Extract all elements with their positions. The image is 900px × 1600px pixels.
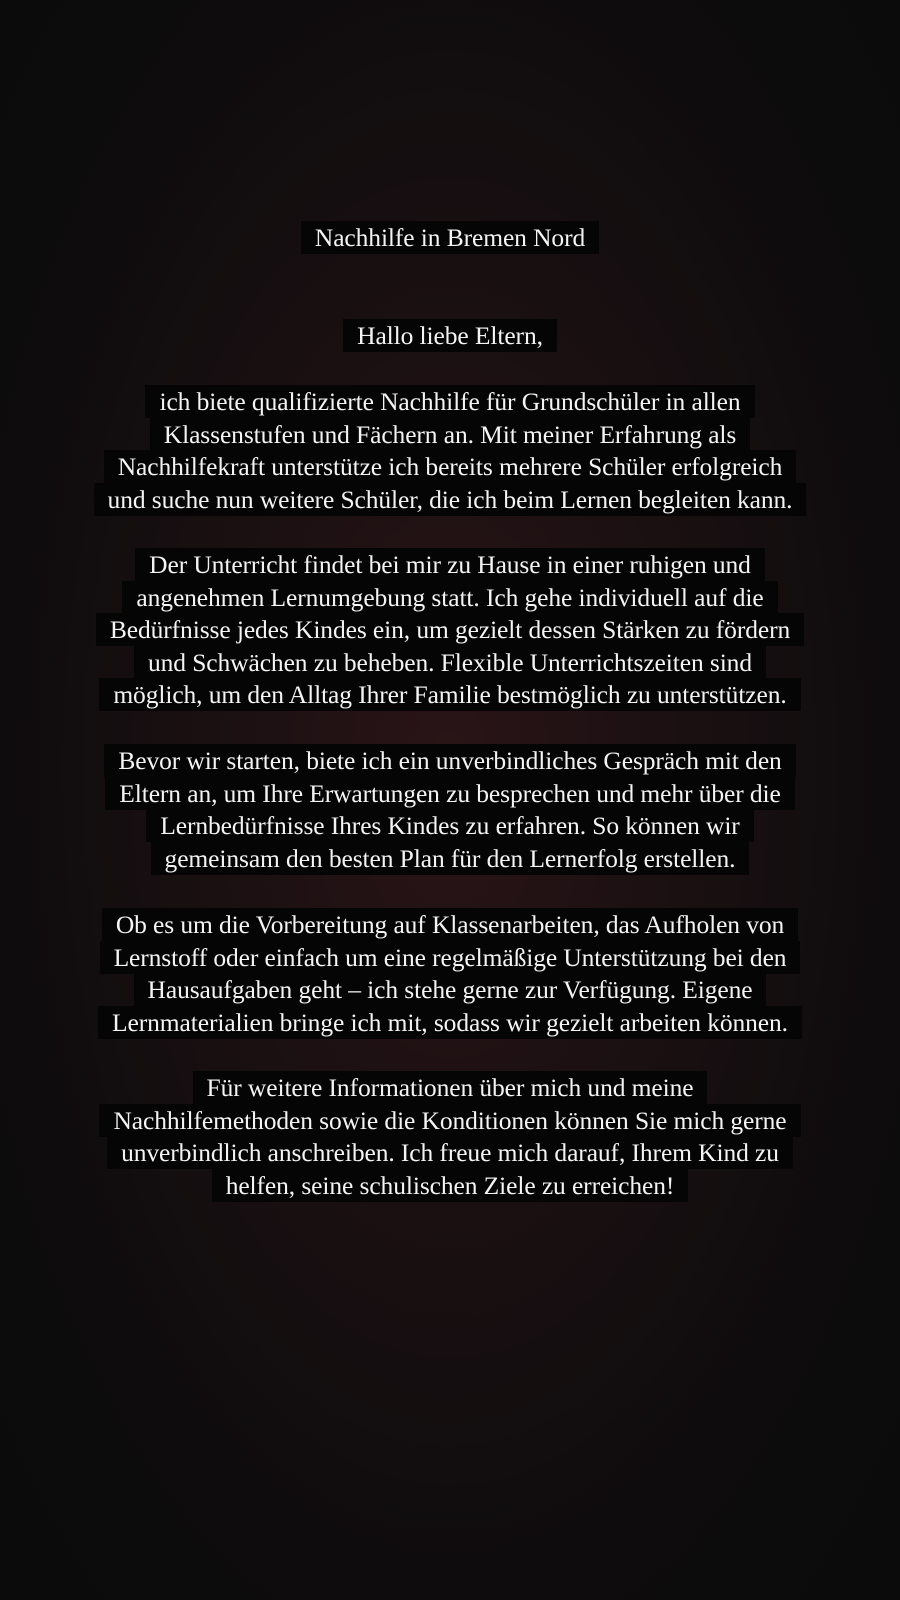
greeting <box>0 320 900 353</box>
paragraph-4 <box>0 909 900 1039</box>
greeting-text: Hallo liebe Eltern, <box>343 319 557 352</box>
paragraph-line: Hausaufgaben geht – ich stehe gerne zur Verfügung. Eigene <box>147 975 753 1004</box>
paragraph-line: Der Unterricht findet bei mir zu Hause in einer ruhigen und <box>149 550 751 579</box>
paragraph-2 <box>0 549 900 712</box>
paragraph-line: helfen, seine schulischen Ziele zu erreichen! <box>225 1170 675 1200</box>
paragraph-line: Lernmaterialien bringe ich mit, sodass wir gezielt arbeiten können. <box>112 1007 788 1037</box>
paragraph-4-text <box>98 908 802 1039</box>
paragraph-line: Ob es um die Vorbereitung auf Klassenarbeiten, das Aufholen von <box>115 910 785 939</box>
paragraph-3-text <box>104 744 795 875</box>
paragraph-5-text <box>99 1071 800 1202</box>
paragraph-1-text <box>94 385 807 516</box>
story-title <box>0 222 900 255</box>
paragraph-line: unverbindlich anschreiben. Ich freue mich darauf, Ihrem Kind zu <box>121 1138 779 1167</box>
paragraph-line: Eltern an, um Ihre Erwartungen zu besprechen und mehr über die <box>119 778 781 808</box>
paragraph-line: möglich, um den Alltag Ihrer Familie bestmöglich zu unterstützen. <box>113 680 787 709</box>
paragraph-line: Bedürfnisse jedes Kindes ein, um gezielt dessen Stärken zu fördern <box>109 615 791 644</box>
paragraph-line: Klassenstufen und Fächern an. Mit meiner Erfahrung als <box>163 419 737 449</box>
title-text: Nachhilfe in Bremen Nord <box>301 221 599 254</box>
paragraph-line: Lernbedürfnisse Ihres Kindes zu erfahren. So können wir <box>160 811 740 840</box>
paragraph-line: Für weitere Informationen über mich und meine <box>206 1073 694 1102</box>
paragraph-line: ich biete qualifizierte Nachhilfe für Grundschüler in allen <box>159 387 741 416</box>
paragraph-5 <box>0 1072 900 1202</box>
paragraph-3 <box>0 745 900 875</box>
paragraph-line: Nachhilfemethoden sowie die Konditionen können Sie mich gerne <box>113 1105 787 1135</box>
paragraph-line: Lernstoff oder einfach um eine regelmäßige Unterstützung bei den <box>113 942 787 972</box>
paragraph-line: Nachhilfekraft unterstütze ich bereits mehrere Schüler erfolgreich <box>117 452 783 481</box>
paragraph-line: gemeinsam den besten Plan für den Lernerfolg erstellen. <box>164 843 736 873</box>
paragraph-line: angenehmen Lernumgebung statt. Ich gehe individuell auf die <box>136 582 764 612</box>
paragraph-line: und suche nun weitere Schüler, die ich beim Lernen begleiten kann. <box>107 484 793 514</box>
paragraph-2-text <box>96 548 804 711</box>
paragraph-line: Bevor wir starten, biete ich ein unverbindliches Gespräch mit den <box>118 746 782 775</box>
paragraph-1 <box>0 386 900 516</box>
paragraph-line: und Schwächen zu beheben. Flexible Unterrichtszeiten sind <box>148 647 752 677</box>
